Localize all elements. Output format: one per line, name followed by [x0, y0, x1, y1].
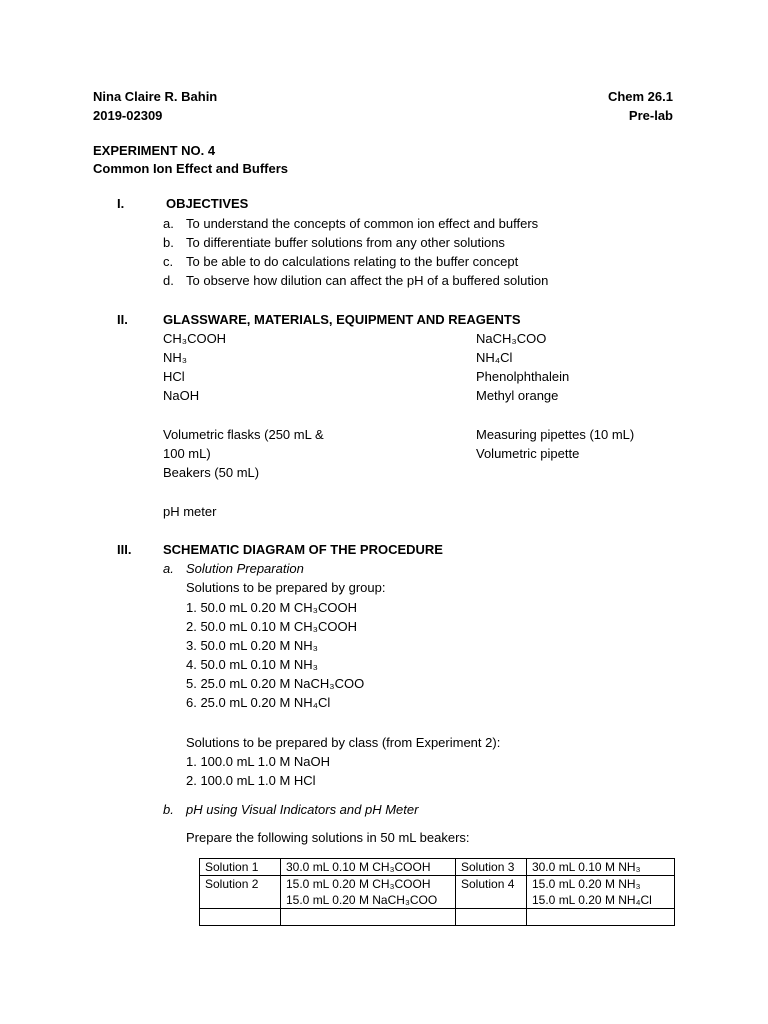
glassware-item: 100 mL) — [163, 446, 211, 461]
cell-line: 15.0 mL 0.20 M NH₄Cl — [532, 893, 652, 907]
table-cell-empty — [527, 909, 675, 926]
class-solution-item: 1. 100.0 mL 1.0 M NaOH — [186, 754, 331, 769]
objectives-heading: OBJECTIVES — [166, 196, 249, 211]
objective-text: To be able to do calculations relating to the buffer concept — [186, 254, 519, 269]
experiment-title: Common Ion Effect and Buffers — [93, 161, 289, 176]
table-row — [200, 909, 675, 926]
objective-text: To observe how dilution can affect the pH of a buffered solution — [186, 273, 549, 288]
objective-text: To understand the concepts of common ion effect and buffers — [186, 216, 539, 231]
table-cell-empty — [456, 909, 527, 926]
student-number: 2019-02309 — [93, 108, 163, 123]
table-cell-empty — [200, 909, 281, 926]
class-solution-item: 2. 100.0 mL 1.0 M HCl — [186, 773, 316, 788]
reagent-item: HCl — [163, 369, 185, 384]
reagent-item: NH₄Cl — [476, 350, 513, 365]
glassware-item: Volumetric flasks (250 mL & — [163, 427, 324, 442]
glassware-item: Measuring pipettes (10 mL) — [476, 427, 635, 442]
group-solution-item: 1. 50.0 mL 0.20 M CH₃COOH — [186, 600, 357, 615]
table-cell: Solution 4 — [456, 876, 527, 909]
glassware-item: Beakers (50 mL) — [163, 465, 260, 480]
table-cell: Solution 3 — [456, 859, 527, 876]
reagent-item: CH₃COOH — [163, 331, 227, 346]
table-row — [200, 876, 675, 909]
reagent-item: NaOH — [163, 388, 200, 403]
reagent-item: Phenolphthalein — [476, 369, 570, 384]
reagent-item: Methyl orange — [476, 388, 559, 403]
objective-text: To differentiate buffer solutions from any other solutions — [186, 235, 505, 250]
author-name: Nina Claire R. Bahin — [93, 89, 218, 104]
objective-letter: b. — [163, 235, 174, 250]
table-cell — [281, 876, 456, 909]
table-cell: 30.0 mL 0.10 M NH₃ — [527, 859, 675, 876]
group-solution-item: 3. 50.0 mL 0.20 M NH₃ — [186, 638, 318, 653]
subsection-letter: b. — [163, 802, 174, 817]
objective-letter: a. — [163, 216, 174, 231]
group-solution-item: 2. 50.0 mL 0.10 M CH₃COOH — [186, 619, 357, 634]
table-cell: Solution 1 — [200, 859, 281, 876]
document-type: Pre-lab — [628, 108, 673, 123]
materials-heading: GLASSWARE, MATERIALS, EQUIPMENT AND REAGENTS — [163, 312, 521, 327]
objective-letter: c. — [163, 254, 174, 269]
group-solution-item: 6. 25.0 mL 0.20 M NH₄Cl — [186, 695, 331, 710]
class-solutions-heading: Solutions to be prepared by class (from Experiment 2): — [186, 735, 501, 750]
section-numeral-objectives: I. — [117, 196, 125, 211]
subsection-letter: a. — [163, 561, 174, 576]
course-code: Chem 26.1 — [607, 89, 673, 104]
subsection-title: pH using Visual Indicators and pH Meter — [186, 802, 419, 817]
table-cell: 30.0 mL 0.10 M CH₃COOH — [281, 859, 456, 876]
reagent-item: NH₃ — [163, 350, 188, 365]
table-cell — [527, 876, 675, 909]
solutions-table — [199, 858, 675, 926]
cell-line: 15.0 mL 0.20 M CH₃COOH — [286, 877, 431, 891]
procedure-heading: SCHEMATIC DIAGRAM OF THE PROCEDURE — [163, 542, 443, 557]
reagent-item: NaCH₃COO — [476, 331, 547, 346]
objective-letter: d. — [163, 273, 174, 288]
group-solutions-heading: Solutions to be prepared by group: — [186, 580, 386, 595]
table-row — [200, 859, 675, 876]
equipment-item: pH meter — [163, 504, 217, 519]
glassware-item: Volumetric pipette — [476, 446, 580, 461]
section-numeral-procedure: III. — [117, 542, 132, 557]
group-solution-item: 4. 50.0 mL 0.10 M NH₃ — [186, 657, 318, 672]
experiment-number: EXPERIMENT NO. 4 — [93, 143, 216, 158]
table-cell-empty — [281, 909, 456, 926]
subsection-title: Solution Preparation — [186, 561, 304, 576]
group-solution-item: 5. 25.0 mL 0.20 M NaCH₃COO — [186, 676, 365, 691]
section-numeral-materials: II. — [117, 312, 128, 327]
cell-line: 15.0 mL 0.20 M NH₃ — [532, 877, 641, 891]
table-instruction: Prepare the following solutions in 50 mL beakers: — [186, 830, 470, 845]
cell-line: 15.0 mL 0.20 M NaCH₃COO — [286, 893, 438, 907]
table-cell: Solution 2 — [200, 876, 281, 909]
